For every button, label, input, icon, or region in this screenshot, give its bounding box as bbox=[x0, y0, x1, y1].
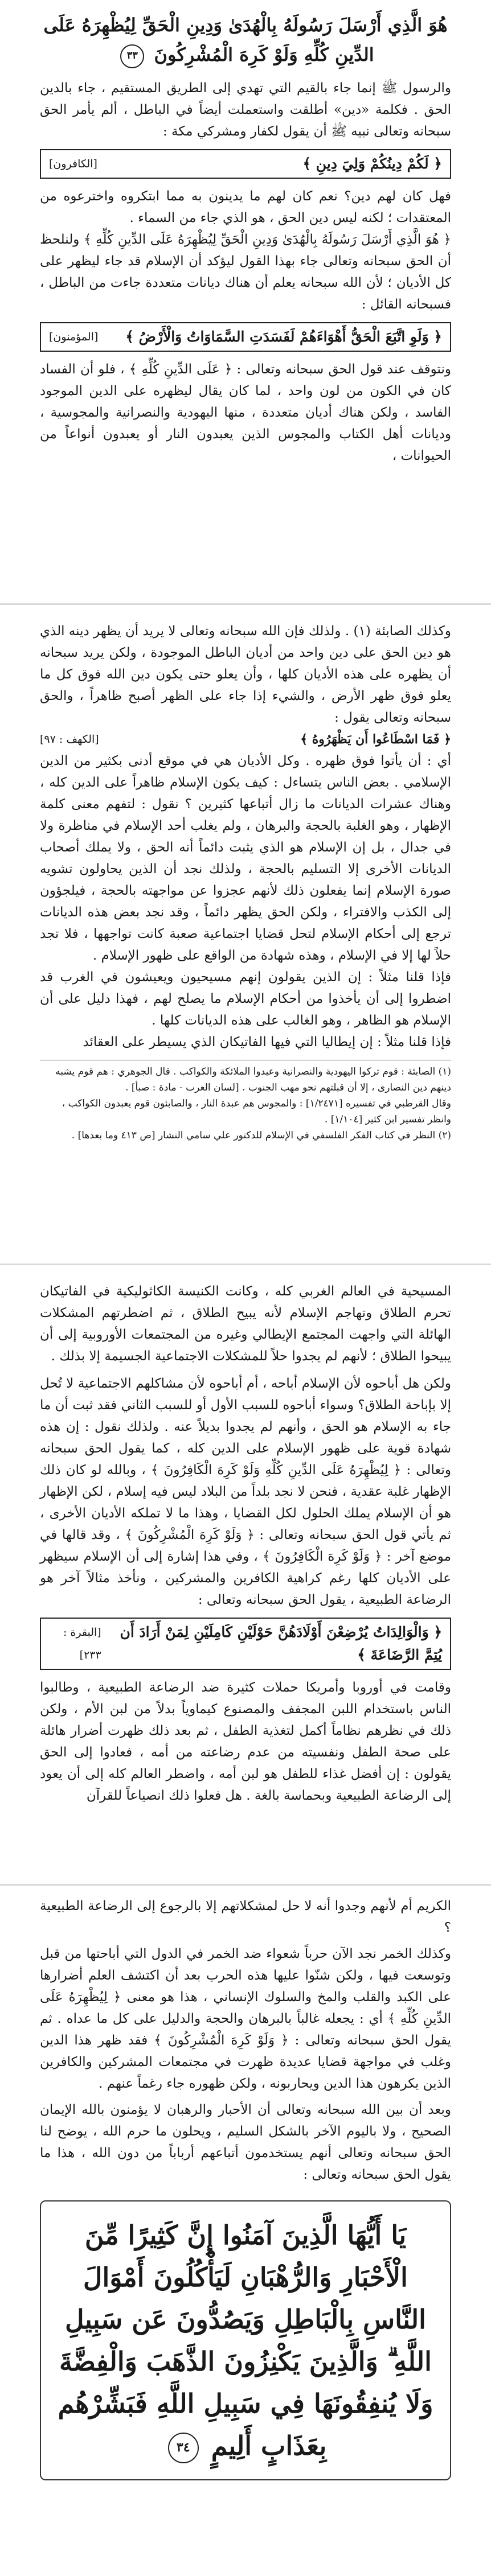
verse-heading: هُوَ الَّذِي أَرْسَلَ رَسُولَهُ بِالْهُدَىٰ وَدِينِ الْحَقِّ لِيُظْهِرَهُ عَلَى الدِّينِ كُلِّهِ وَلَوْ كَرِهَ الْمُشْرِكُونَ ٣٣ bbox=[40, 10, 451, 69]
verse-box bbox=[40, 149, 451, 179]
verse-text: ﴿ وَلَوِ اتَّبَعَ الْحَقُّ أَهْوَاءَهُمْ لَفَسَدَتِ السَّمَاوَاتُ وَالْأَرْضُ ﴾ bbox=[125, 328, 442, 345]
page-2 bbox=[0, 620, 491, 1235]
verse-box bbox=[40, 1618, 451, 1670]
paragraph: وقامت في أوروبا وأمريكا حملات كثيرة ضد الرضاعة الطبيعية ، وطالبوا الناس باستخدام اللبن المجفف والمصنوع كيماوياً بدلاً من لبن الأم ، ولكن ذلك في نظرهم نظاماً أكمل لتغذية الطفل ، ثم بعد ذلك ظهرت أضرار هائلة على صحة الطفل ونفسيته من عدم رضاعته من أمه ، فعادوا إلى الحق يقولون : إن أفضل غذاء للطفل هو لبن أمه ، واضطر العالم كله إلى أن يعود إلى الرضاعة الطبيعية وبحماسة بالغة . هل فعلوا ذلك انصياعاً للقرآن bbox=[40, 1680, 451, 1803]
verse-number-medallion: ٣٤ bbox=[168, 2433, 199, 2463]
surah-reference: [البقرة : ٢٣٣] bbox=[63, 1626, 101, 1661]
paragraph: فإذا قلنا مثلاً : إن الذين يقولون إنهم مسيحيون ويعيشون في الغرب قد اضطروا إلى أن يأخذوا من أحكام الإسلام ما يصلح لهم ، فهذا دليل على أن الإسلام هو الظاهر ، وهو الغالب على هذه الديانات كلها . bbox=[40, 970, 451, 1028]
paragraph: أي : أن يأتوا فوق ظهره . وكل الأديان هي في موقع أدنى بكثير من الدين الإسلامي . بعض الناس يتساءل : كيف يكون الإسلام ظاهراً على الدين كله ، وهناك عشرات الديانات ما زال أتباعها كثيرين ؟ نقول : لتفهم معنى كلمة الإظهار ، وهو الغلبة بالحجة والبرهان ، ولم يغلب أحد الإسلام في مناظرة ولا في جدال ، بل إن الإسلام هو الذي يثبت دائماً أنه الحق ، ولا يملك أصحاب الديانات الأخرى إلا التسليم بالحجة ، ولذلك نجد أن الذين يحاولون تشويه صورة الإسلام إنما يفعلون ذلك لأنهم عجزوا عن مواجهته بالحجة ، فيلجؤون إلى الكذب والافتراء ، ولكن الحق يظهر دائماً ، وقد نجد بعض هذه الديانات ترجع إلى أحكام الإسلام لتحل قضايا اجتماعية صعبة كانت تواجهها ، فلا تجد حلاً لها إلا في الإسلام ، وهذه شهادة من الواقع على ظهور الإسلام . bbox=[40, 754, 451, 963]
page-1 bbox=[0, 0, 491, 581]
paragraph: ولكن هل أباحوه لأن الإسلام أباحه ، أم أباحوه لأن مشاكلهم الاجتماعية لا تُحل إلا بإباحة الطلاق؟ وسواء أباحوه للسبب الأول أو للسبب الثاني فقد ثبت أن ما جاء به الإسلام هو الحق ، وأنهم لم يجدوا بديلاً عنه . ولذلك نقول : إن هذه شهادة قوية على ظهور الإسلام على الدين كله ، كما يقول الحق سبحانه وتعالى : ﴿ لِيُظْهِرَهُ عَلَى الدِّينِ كُلِّهِ وَلَوْ كَرِهَ الْكَافِرُونَ ﴾ ، وبالله لو كان ذلك الإظهار غلبة عقدية ، فنحن لا نجد بلداً من البلاد ليس فيه إسلام ، لكن الإظهار هو أن الإسلام يملك الحلول لكل القضايا ، وهذا ما لا تملكه الأديان الأخرى ، ثم يأتي قول الحق سبحانه وتعالى : ﴿ وَلَوْ كَرِهَ الْمُشْرِكُونَ ﴾ ، وقد قالها في موضع آخر : ﴿ وَلَوْ كَرِهَ الْكَافِرُونَ ﴾ ، وفي هذا إشارة إلى أن الإسلام سيظهر على الأديان كلها رغم كراهية الكافرين والمشركين ، ونأخذ مثالاً آخر هو الرضاعة الطبيعية ، يقول الحق سبحانه وتعالى : bbox=[40, 1376, 451, 1607]
page-separator bbox=[0, 1884, 491, 1886]
verse-text: ﴿ لَكُمْ دِينُكُمْ وَلِيَ دِينِ ﴾ bbox=[302, 155, 442, 172]
paragraph: والرسول ﷺ إنما جاء بالقيم التي تهدي إلى الطريق المستقيم ، جاء بالدين الحق . فكلمة «دين» أطلقت واستعملت أيضاً في الباطل ، ألم يأمر الحق سبحانه وتعالى نبيه ﷺ أن يقول لكفار ومشركي مكة : bbox=[40, 81, 451, 139]
footnote: وقال القرطبي في تفسيره [١/٢٤٧١] : والمجوس هم عبدة النار ، والصابئون قوم يعبدون الكواكب ، وانظر تفسير ابن كثير [١/١٠٤] . bbox=[62, 1098, 451, 1125]
quran-verse-text: يَا أَيُّهَا الَّذِينَ آمَنُوا إِنَّ كَثِيرًا مِّنَ الْأَحْبَارِ وَالرُّهْبَانِ لَيَأْكُلُونَ أَمْوَالَ النَّاسِ بِالْبَاطِلِ وَيَصُدُّونَ عَن سَبِيلِ اللَّهِ ۗ وَالَّذِينَ يَكْنِزُونَ الذَّهَبَ وَالْفِضَّةَ وَلَا يُنفِقُونَهَا فِي سَبِيلِ اللَّهِ فَبَشِّرْهُم بِعَذَابٍ أَلِيمٍ ٣٤ bbox=[52, 2214, 439, 2467]
verse-text: ﴿ وَالْوَالِدَاتُ يُرْضِعْنَ أَوْلَادَهُنَّ حَوْلَيْنِ كَامِلَيْنِ لِمَنْ أَرَادَ أَن يُتِمَّ الرَّضَاعَةَ ﴾ bbox=[120, 1624, 442, 1663]
verse-number-medallion: ٣٣ bbox=[120, 44, 144, 68]
paragraph: المسيحية في العالم الغربي كله ، وكانت الكنيسة الكاثوليكية في الفاتيكان تحرم الطلاق وتهاجم الإسلام لأنه يبيح الطلاق ، ثم اضطرتهم المشكلات الهائلة التي واجهت المجتمع الإيطالي وغيره من المجتمعات الأوروبية إلى أن يبيحوا الطلاق ؛ لأنهم لم يجدوا حلاً للمشكلات الاجتماعية الجسيمة إلا بذلك . bbox=[40, 1284, 451, 1364]
paragraph: وكذلك الصابئة (١) . ولذلك فإن الله سبحانه وتعالى لا يريد أن يظهر دينه الذي هو دين الحق على دين واحد من أديان الباطل الموجودة ، ولكن يريد سبحانه أن يظهره على هذه الأديان كلها ، وأن يعلو حتى يكون دين الله فوق كل ما يعلو فوق ظهر الأرض ، والشيء إذا جاء على الظهر أصبح ظاهراً ، والحق سبحانه وتعالى يقول : bbox=[40, 624, 451, 725]
page-separator bbox=[0, 603, 491, 605]
paragraph: وبعد أن بين الله سبحانه وتعالى أن الأحبار والرهبان لا يؤمنون بالله الإيمان الصحيح ، ولا باليوم الآخر بالشكل السليم ، ويحلون ما حرم الله ، يوضح لنا الحق سبحانه وتعالى أنهم يستخدمون أتباعهم أرباباً من دون الله ، هذا ما يقول الحق سبحانه وتعالى : bbox=[40, 2102, 451, 2182]
paragraph: وكذلك الخمر نجد الآن حرباً شعواء ضد الخمر في الدول التي أباحتها من قبل وتوسعت فيها ، ولكن شنّوا عليها هذه الحرب بعد أن اكتشف العلم أضرارها على الكبد والقلب والمخ والسلوك الإنساني ، هذا هو معنى ﴿ لِيُظْهِرَهُ عَلَى الدِّينِ كُلِّهِ ﴾ أي : يجعله غالباً بالبرهان والحجة والدليل على كل ما عداه . ثم يقول الحق سبحانه وتعالى : ﴿ وَلَوْ كَرِهَ الْمُشْرِكُونَ ﴾ فقد ظهر هذا الدين وغلب في مواجهة قضايا عديدة ظهرت في مجتمعات المشركين والكافرين الذين يكرهون هذا الدين ويحاربونه ، ولكن ظهوره جاء رغماً عنهم . bbox=[40, 1947, 451, 2091]
surah-reference: [الكافرون] bbox=[49, 158, 97, 170]
footnotes bbox=[40, 1060, 451, 1143]
verse-text: ﴿ فَمَا اسْطَاعُوا أَن يَظْهَرُوهُ ﴾ bbox=[300, 732, 451, 747]
paragraph: فهل كان لهم دين؟ نعم كان لهم ما يدينون به مما ابتكروه واخترعوه من المعتقدات ؛ لكنه ليس دين الحق ، هو الذي جاء من السماء . bbox=[40, 189, 451, 225]
verse-box bbox=[40, 322, 451, 352]
footnote: (١) الصابئة : قوم تركوا اليهودية والنصرانية وعبدوا الملائكة والكواكب . قال الجوهري : هم قوم يشبه دينهم دين النصارى ، إلا أن قبلتهم نحو مهب الجنوب . [لسان العرب - مادة : صبأ] . bbox=[55, 1066, 451, 1093]
quran-verse-block bbox=[40, 2200, 451, 2480]
page-4 bbox=[0, 1895, 491, 2567]
surah-reference: [الكهف : ٩٧] bbox=[40, 733, 99, 746]
page-separator bbox=[0, 1264, 491, 1265]
footnote: (٢) النظر في كتاب الفكر الفلسفي في الإسلام للدكتور علي سامي النشار [ص ٤١٣ وما بعدها] . bbox=[71, 1130, 451, 1141]
paragraph: ﴿ هُوَ الَّذِي أَرْسَلَ رَسُولَهُ بِالْهُدَىٰ وَدِينِ الْحَقِّ لِيُظْهِرَهُ عَلَى الدِّينِ كُلِّهِ ﴾ ولنلحظ أن الحق سبحانه وتعالى جاء بهذا القول ليؤكد أن الإسلام قد جاء ليظهر على كل الأديان ؛ لأن الله سبحانه يعلم أن هناك ديانات متعددة جاءت من الباطل ، فسبحانه القائل : bbox=[40, 232, 451, 312]
verse-citation bbox=[40, 729, 451, 750]
page-3 bbox=[0, 1281, 491, 1861]
paragraph: الكريم أم لأنهم وجدوا أنه لا حل لمشكلاتهم إلا بالرجوع إلى الرضاعة الطبيعية ؟ bbox=[40, 1899, 451, 1935]
paragraph: ونتوقف عند قول الحق سبحانه وتعالى : ﴿ عَلَى الدِّينِ كُلِّهِ ﴾ ، فلو أن الفساد كان في الكون من لون واحد ، لما كان يقال ليظهره على الدين الموجود الفاسد ، ولكن هناك أديان متعددة ، منها اليهودية والنصرانية والمجوسية ، وديانات أهل الكتاب والمجوس الذين يعبدون النار أو يعبدون أنواعاً من الحيوانات ، bbox=[40, 362, 451, 463]
surah-reference: [المؤمنون] bbox=[49, 331, 99, 343]
paragraph: فإذا قلنا مثلاً : إن إيطاليا التي فيها الفاتيكان الذي يسيطر على العقائد bbox=[83, 1035, 451, 1050]
